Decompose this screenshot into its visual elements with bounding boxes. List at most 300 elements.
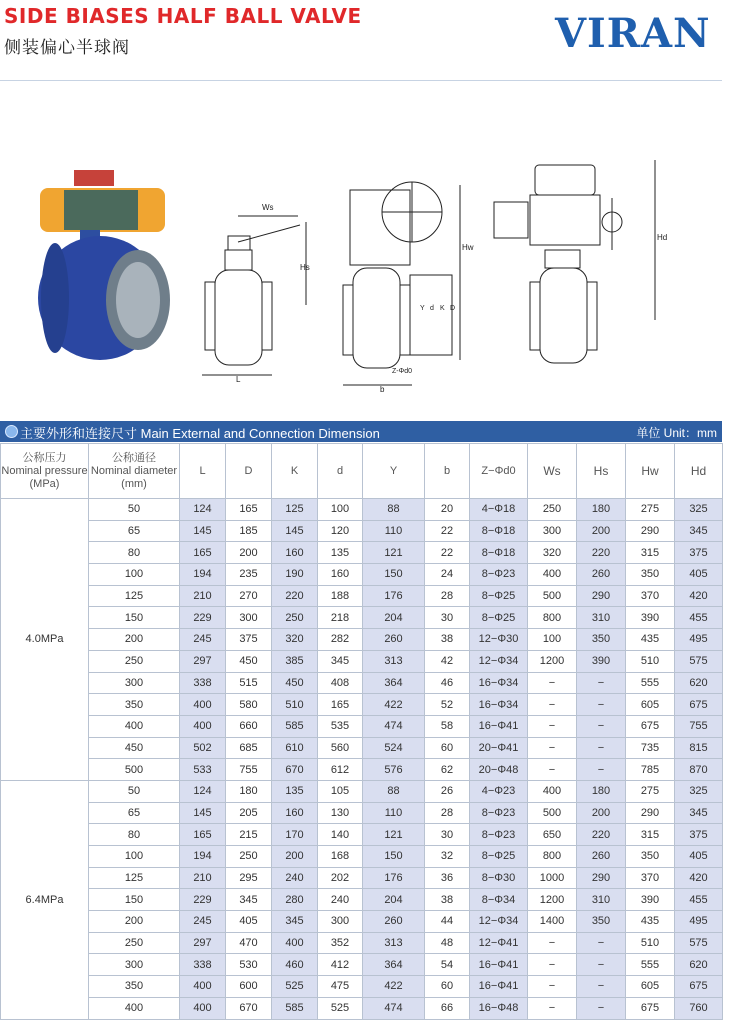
table-cell: 190 <box>272 564 318 586</box>
section-header <box>0 421 722 442</box>
table-cell: 110 <box>363 802 425 824</box>
table-cell: 220 <box>272 585 318 607</box>
table-cell: 405 <box>675 846 723 868</box>
table-cell: 525 <box>318 997 363 1019</box>
dim-label: K <box>440 305 445 312</box>
table-cell: 500 <box>528 585 577 607</box>
table-row <box>1 694 723 716</box>
table-cell: 20−Φ41 <box>470 737 528 759</box>
table-cell: 338 <box>180 954 226 976</box>
diameter-cell: 100 <box>89 846 180 868</box>
unit-label: 单位 Unit：mm <box>636 426 717 440</box>
table-cell: 36 <box>425 867 470 889</box>
table-cell: 275 <box>626 499 675 521</box>
table-row <box>1 737 723 759</box>
table-cell: 180 <box>577 499 626 521</box>
table-cell: 200 <box>226 542 272 564</box>
table-cell: 670 <box>272 759 318 781</box>
table-cell: 1400 <box>528 911 577 933</box>
table-cell: 325 <box>675 780 723 802</box>
table-cell: − <box>528 997 577 1019</box>
table-cell: 218 <box>318 607 363 629</box>
table-cell: 350 <box>577 911 626 933</box>
table-cell: 200 <box>272 846 318 868</box>
table-cell: 220 <box>577 542 626 564</box>
table-row <box>1 780 723 802</box>
table-cell: − <box>528 976 577 998</box>
diameter-cell: 65 <box>89 802 180 824</box>
table-cell: 675 <box>626 715 675 737</box>
table-cell: 310 <box>577 607 626 629</box>
col-header: Z−Φd0 <box>470 444 528 499</box>
table-cell: 100 <box>528 629 577 651</box>
table-cell: 420 <box>675 867 723 889</box>
table-cell: 575 <box>675 932 723 954</box>
table-cell: 460 <box>272 954 318 976</box>
table-cell: 282 <box>318 629 363 651</box>
col-header: d <box>318 444 363 499</box>
table-cell: 474 <box>363 997 425 1019</box>
table-cell: 88 <box>363 499 425 521</box>
diameter-cell: 250 <box>89 932 180 954</box>
table-cell: 194 <box>180 846 226 868</box>
table-cell: 408 <box>318 672 363 694</box>
table-cell: 350 <box>626 846 675 868</box>
table-cell: 16−Φ34 <box>470 672 528 694</box>
table-cell: 533 <box>180 759 226 781</box>
header-divider <box>0 80 722 81</box>
table-cell: − <box>577 759 626 781</box>
table-cell: 260 <box>363 629 425 651</box>
dim-label: d <box>430 305 434 312</box>
table-cell: 38 <box>425 629 470 651</box>
table-cell: 375 <box>675 824 723 846</box>
table-cell: 300 <box>528 520 577 542</box>
table-row <box>1 672 723 694</box>
table-cell: 210 <box>180 585 226 607</box>
valve-photo <box>38 170 170 360</box>
table-row <box>1 954 723 976</box>
table-cell: 229 <box>180 607 226 629</box>
header-text: 公称通径 <box>112 451 156 464</box>
table-cell: 260 <box>577 564 626 586</box>
table-cell: 422 <box>363 976 425 998</box>
table-cell: 185 <box>226 520 272 542</box>
table-row <box>1 564 723 586</box>
table-cell: 16−Φ41 <box>470 976 528 998</box>
table-cell: 375 <box>226 629 272 651</box>
diameter-cell: 50 <box>89 780 180 802</box>
table-cell: 385 <box>272 650 318 672</box>
diameter-cell: 50 <box>89 499 180 521</box>
diameter-cell: 300 <box>89 954 180 976</box>
table-cell: 60 <box>425 737 470 759</box>
dim-label: Y <box>420 305 425 312</box>
table-cell: 20 <box>425 499 470 521</box>
table-cell: 400 <box>272 932 318 954</box>
page-subtitle: 侧装偏心半球阀 <box>4 38 130 58</box>
table-cell: 612 <box>318 759 363 781</box>
table-cell: 530 <box>226 954 272 976</box>
col-header: Hd <box>675 444 723 499</box>
table-cell: 310 <box>577 889 626 911</box>
table-row <box>1 585 723 607</box>
col-header: Hw <box>626 444 675 499</box>
table-row <box>1 889 723 911</box>
table-cell: 180 <box>577 780 626 802</box>
table-cell: 390 <box>626 889 675 911</box>
table-cell: 245 <box>180 629 226 651</box>
header-text: (mm) <box>121 477 147 490</box>
table-row <box>1 846 723 868</box>
table-cell: 145 <box>180 520 226 542</box>
table-cell: − <box>528 932 577 954</box>
table-cell: 229 <box>180 889 226 911</box>
table-cell: 660 <box>226 715 272 737</box>
table-row <box>1 607 723 629</box>
table-cell: 815 <box>675 737 723 759</box>
diameter-cell: 350 <box>89 694 180 716</box>
diameter-cell: 250 <box>89 650 180 672</box>
table-row <box>1 542 723 564</box>
table-cell: 8−Φ23 <box>470 802 528 824</box>
table-cell: 270 <box>226 585 272 607</box>
diameter-cell: 200 <box>89 911 180 933</box>
table-cell: 140 <box>318 824 363 846</box>
table-cell: 405 <box>675 564 723 586</box>
table-cell: 1000 <box>528 867 577 889</box>
table-cell: 8−Φ25 <box>470 846 528 868</box>
dimension-table <box>0 443 723 1020</box>
diameter-cell: 125 <box>89 585 180 607</box>
diameter-cell: 100 <box>89 564 180 586</box>
header-text: Nominal pressure <box>1 464 88 477</box>
table-cell: 38 <box>425 889 470 911</box>
table-cell: 4−Φ23 <box>470 780 528 802</box>
table-cell: 313 <box>363 650 425 672</box>
table-cell: 605 <box>626 976 675 998</box>
table-cell: 60 <box>425 976 470 998</box>
table-cell: 370 <box>626 585 675 607</box>
table-cell: 295 <box>226 867 272 889</box>
col-header: Ws <box>528 444 577 499</box>
pressure-cell: 6.4MPa <box>1 780 89 1019</box>
table-cell: 364 <box>363 954 425 976</box>
table-cell: 4−Φ18 <box>470 499 528 521</box>
table-cell: − <box>528 694 577 716</box>
table-cell: 300 <box>226 607 272 629</box>
table-cell: 8−Φ25 <box>470 585 528 607</box>
dim-label: D <box>450 305 456 312</box>
table-row <box>1 976 723 998</box>
table-cell: 202 <box>318 867 363 889</box>
table-cell: 16−Φ34 <box>470 694 528 716</box>
diameter-cell: 500 <box>89 759 180 781</box>
table-cell: 20−Φ48 <box>470 759 528 781</box>
table-cell: 200 <box>577 520 626 542</box>
table-cell: 435 <box>626 629 675 651</box>
table-cell: 290 <box>626 520 675 542</box>
table-cell: 204 <box>363 607 425 629</box>
table-cell: 28 <box>425 585 470 607</box>
table-cell: 560 <box>318 737 363 759</box>
diameter-cell: 200 <box>89 629 180 651</box>
table-cell: 46 <box>425 672 470 694</box>
dim-label: L <box>236 375 241 384</box>
table-cell: 168 <box>318 846 363 868</box>
col-header: L <box>180 444 226 499</box>
diameter-cell: 80 <box>89 542 180 564</box>
table-cell: 145 <box>180 802 226 824</box>
table-cell: 145 <box>272 520 318 542</box>
header-text: 公称压力 <box>22 451 67 464</box>
table-cell: 345 <box>226 889 272 911</box>
table-cell: 325 <box>675 499 723 521</box>
col-header-diameter <box>89 444 180 499</box>
table-cell: 220 <box>577 824 626 846</box>
table-cell: 8−Φ25 <box>470 607 528 629</box>
table-cell: 16−Φ41 <box>470 715 528 737</box>
table-cell: 290 <box>577 585 626 607</box>
table-cell: − <box>577 954 626 976</box>
diagram-lever <box>202 203 310 384</box>
table-cell: − <box>577 976 626 998</box>
table-cell: 675 <box>675 694 723 716</box>
table-cell: 450 <box>272 672 318 694</box>
table-cell: 100 <box>318 499 363 521</box>
table-cell: 495 <box>675 911 723 933</box>
table-cell: 524 <box>363 737 425 759</box>
table-cell: 135 <box>318 542 363 564</box>
table-cell: 8−Φ34 <box>470 889 528 911</box>
table-cell: 8−Φ23 <box>470 564 528 586</box>
col-header: Y <box>363 444 425 499</box>
table-cell: 105 <box>318 780 363 802</box>
table-cell: − <box>577 932 626 954</box>
table-cell: − <box>528 737 577 759</box>
table-cell: 8−Φ30 <box>470 867 528 889</box>
diameter-cell: 350 <box>89 976 180 998</box>
table-cell: 260 <box>363 911 425 933</box>
table-cell: 194 <box>180 564 226 586</box>
diagram-gear <box>343 182 474 394</box>
diameter-cell: 400 <box>89 715 180 737</box>
diameter-cell: 65 <box>89 520 180 542</box>
table-cell: 755 <box>226 759 272 781</box>
table-body <box>1 499 723 1020</box>
table-cell: 12−Φ34 <box>470 650 528 672</box>
table-cell: 515 <box>226 672 272 694</box>
table-cell: 352 <box>318 932 363 954</box>
table-cell: 585 <box>272 997 318 1019</box>
table-cell: 320 <box>528 542 577 564</box>
table-cell: 455 <box>675 607 723 629</box>
table-cell: 422 <box>363 694 425 716</box>
table-cell: 210 <box>180 867 226 889</box>
table-cell: 160 <box>272 802 318 824</box>
table-cell: 585 <box>272 715 318 737</box>
col-header: b <box>425 444 470 499</box>
table-cell: 16−Φ48 <box>470 997 528 1019</box>
table-cell: 350 <box>577 629 626 651</box>
table-cell: 510 <box>626 932 675 954</box>
table-cell: 495 <box>675 629 723 651</box>
table-cell: 620 <box>675 954 723 976</box>
table-cell: 12−Φ34 <box>470 911 528 933</box>
table-cell: 375 <box>675 542 723 564</box>
table-cell: 785 <box>626 759 675 781</box>
table-cell: 124 <box>180 499 226 521</box>
table-cell: 165 <box>226 499 272 521</box>
table-cell: 600 <box>226 976 272 998</box>
page-title: SIDE BIASES HALF BALL VALVE <box>4 4 362 28</box>
table-cell: 405 <box>226 911 272 933</box>
table-cell: 675 <box>675 976 723 998</box>
table-cell: 135 <box>272 780 318 802</box>
table-cell: 320 <box>272 629 318 651</box>
diameter-cell: 80 <box>89 824 180 846</box>
table-cell: 188 <box>318 585 363 607</box>
table-cell: 610 <box>272 737 318 759</box>
table-cell: 345 <box>675 520 723 542</box>
table-row <box>1 629 723 651</box>
table-cell: 535 <box>318 715 363 737</box>
table-cell: 150 <box>363 564 425 586</box>
table-cell: 88 <box>363 780 425 802</box>
table-cell: 235 <box>226 564 272 586</box>
table-cell: − <box>528 759 577 781</box>
table-cell: 124 <box>180 780 226 802</box>
table-cell: 675 <box>626 997 675 1019</box>
table-cell: 620 <box>675 672 723 694</box>
col-header: D <box>226 444 272 499</box>
table-cell: 8−Φ23 <box>470 824 528 846</box>
table-cell: 390 <box>626 607 675 629</box>
table-cell: 52 <box>425 694 470 716</box>
table-cell: 54 <box>425 954 470 976</box>
dim-label: Z-Φd0 <box>392 368 412 375</box>
table-cell: 160 <box>272 542 318 564</box>
table-cell: 130 <box>318 802 363 824</box>
table-cell: 345 <box>318 650 363 672</box>
table-cell: 474 <box>363 715 425 737</box>
table-cell: 165 <box>180 542 226 564</box>
table-cell: 315 <box>626 542 675 564</box>
table-cell: 260 <box>577 846 626 868</box>
table-cell: 120 <box>318 520 363 542</box>
table-cell: 345 <box>675 802 723 824</box>
table-cell: 22 <box>425 542 470 564</box>
table-cell: 160 <box>318 564 363 586</box>
table-cell: − <box>528 954 577 976</box>
table-cell: 450 <box>226 650 272 672</box>
table-cell: 605 <box>626 694 675 716</box>
table-cell: 755 <box>675 715 723 737</box>
table-cell: 42 <box>425 650 470 672</box>
table-cell: 165 <box>318 694 363 716</box>
diameter-cell: 300 <box>89 672 180 694</box>
diagram-electric <box>494 160 667 363</box>
table-cell: 455 <box>675 889 723 911</box>
table-cell: 345 <box>272 911 318 933</box>
table-row <box>1 867 723 889</box>
table-cell: − <box>528 715 577 737</box>
table-cell: − <box>577 737 626 759</box>
table-cell: 364 <box>363 672 425 694</box>
table-cell: 400 <box>180 997 226 1019</box>
header-text: (MPa) <box>29 477 60 490</box>
dim-label: Hw <box>462 243 474 252</box>
table-cell: 300 <box>318 911 363 933</box>
table-cell: 370 <box>626 867 675 889</box>
table-cell: 275 <box>626 780 675 802</box>
table-cell: 555 <box>626 954 675 976</box>
table-header-row <box>1 444 723 499</box>
table-cell: 1200 <box>528 889 577 911</box>
table-cell: 12−Φ30 <box>470 629 528 651</box>
table-cell: 26 <box>425 780 470 802</box>
table-cell: 125 <box>272 499 318 521</box>
dim-label: b <box>380 385 385 394</box>
table-cell: 760 <box>675 997 723 1019</box>
col-header: Hs <box>577 444 626 499</box>
table-cell: 150 <box>363 846 425 868</box>
table-cell: 576 <box>363 759 425 781</box>
table-cell: 16−Φ41 <box>470 954 528 976</box>
table-cell: 8−Φ18 <box>470 520 528 542</box>
table-cell: 290 <box>577 867 626 889</box>
table-cell: 297 <box>180 932 226 954</box>
table-cell: 412 <box>318 954 363 976</box>
table-cell: 502 <box>180 737 226 759</box>
table-cell: 121 <box>363 542 425 564</box>
table-cell: 250 <box>272 607 318 629</box>
table-cell: 165 <box>180 824 226 846</box>
table-cell: 280 <box>272 889 318 911</box>
table-cell: 297 <box>180 650 226 672</box>
table-cell: 510 <box>272 694 318 716</box>
table-row <box>1 520 723 542</box>
table-cell: 12−Φ41 <box>470 932 528 954</box>
table-cell: 8−Φ18 <box>470 542 528 564</box>
table-row <box>1 911 723 933</box>
brand-logo: VIRAN <box>555 10 711 57</box>
table-cell: 400 <box>528 564 577 586</box>
table-cell: 170 <box>272 824 318 846</box>
table-cell: 470 <box>226 932 272 954</box>
dim-label: Hs <box>300 263 310 272</box>
table-cell: 32 <box>425 846 470 868</box>
table-cell: 500 <box>528 802 577 824</box>
table-cell: 290 <box>626 802 675 824</box>
diameter-cell: 150 <box>89 889 180 911</box>
table-row <box>1 802 723 824</box>
col-header: K <box>272 444 318 499</box>
table-cell: 240 <box>318 889 363 911</box>
table-cell: 204 <box>363 889 425 911</box>
col-header-pressure <box>1 444 89 499</box>
table-cell: 176 <box>363 867 425 889</box>
table-cell: − <box>577 997 626 1019</box>
table-row <box>1 759 723 781</box>
diameter-cell: 150 <box>89 607 180 629</box>
table-row <box>1 650 723 672</box>
pressure-cell: 4.0MPa <box>1 499 89 781</box>
table-cell: 44 <box>425 911 470 933</box>
diameter-cell: 400 <box>89 997 180 1019</box>
table-cell: 685 <box>226 737 272 759</box>
table-cell: 250 <box>226 846 272 868</box>
